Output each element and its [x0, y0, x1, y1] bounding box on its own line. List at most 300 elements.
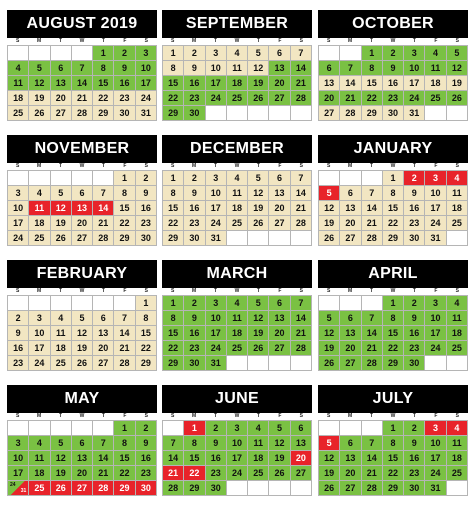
weekday-label: F [278, 413, 282, 419]
day-cell: 12 [319, 201, 340, 216]
day-cell: 31 [206, 231, 227, 246]
day-cell: 22 [114, 216, 135, 231]
day-cell: 26 [319, 356, 340, 371]
day-cell: 7 [362, 436, 383, 451]
empty-day-cell [291, 106, 312, 121]
day-cell: 13 [72, 451, 93, 466]
day-cell: 12 [248, 186, 269, 201]
day-cell: 8 [93, 61, 114, 76]
empty-day-cell [248, 481, 269, 496]
day-cell: 19 [319, 466, 340, 481]
day-cell: 15 [114, 201, 135, 216]
day-cell: 26 [447, 91, 468, 106]
empty-day-cell [29, 171, 50, 186]
day-cell: 23 [184, 216, 205, 231]
day-cell: 15 [163, 201, 184, 216]
day-cell: 6 [340, 311, 361, 326]
day-cell: 28 [93, 231, 114, 246]
day-cell: 22 [383, 216, 404, 231]
month-title: NOVEMBER [7, 135, 157, 163]
empty-day-cell [269, 231, 290, 246]
day-cell: 18 [447, 201, 468, 216]
weekday-label: M [192, 288, 197, 294]
day-cell: 16 [184, 326, 205, 341]
weekday-label: S [455, 288, 459, 294]
day-cell: 30 [136, 231, 157, 246]
day-cell: 28 [291, 341, 312, 356]
day-cell: 7 [114, 311, 135, 326]
day-cell: 8 [163, 61, 184, 76]
month-title: JANUARY [318, 135, 468, 163]
weekday-label: W [234, 288, 240, 294]
day-cell: 2 [184, 171, 205, 186]
day-cell: 17 [425, 326, 446, 341]
month-title: DECEMBER [162, 135, 312, 163]
day-cell: 1 [184, 421, 205, 436]
day-cell: 26 [248, 91, 269, 106]
day-cell: 28 [340, 106, 361, 121]
day-cell: 4 [447, 171, 468, 186]
empty-day-cell [51, 296, 72, 311]
empty-day-cell [51, 171, 72, 186]
day-cell: 25 [227, 216, 248, 231]
day-cell: 1 [163, 46, 184, 61]
day-cell: 25 [425, 91, 446, 106]
weekday-label: S [299, 288, 303, 294]
day-cell: 11 [51, 326, 72, 341]
day-cell: 10 [8, 201, 29, 216]
day-cell: 21 [163, 466, 184, 481]
day-cell: 23 [404, 341, 425, 356]
month-title: JULY [318, 385, 468, 413]
day-cell: 14 [93, 201, 114, 216]
empty-day-cell [93, 171, 114, 186]
day-cell: 12 [447, 61, 468, 76]
weekday-label: S [455, 163, 459, 169]
month-january [318, 135, 468, 246]
day-cell: 30 [404, 231, 425, 246]
day-cell: 29 [163, 356, 184, 371]
day-cell: 8 [136, 311, 157, 326]
day-cell: 16 [404, 451, 425, 466]
empty-day-cell [340, 296, 361, 311]
day-cell: 12 [319, 451, 340, 466]
day-cell: 19 [319, 341, 340, 356]
day-cell: 1 [114, 171, 135, 186]
day-cell: 23 [206, 466, 227, 481]
weekday-label: S [144, 288, 148, 294]
day-cell: 5 [319, 311, 340, 326]
day-cell: 19 [248, 201, 269, 216]
empty-day-cell [447, 231, 468, 246]
weekday-header [318, 413, 468, 420]
day-cell: 24 [425, 341, 446, 356]
day-cell: 16 [404, 326, 425, 341]
weekday-label: W [234, 163, 240, 169]
day-cell: 25 [51, 356, 72, 371]
day-cell: 5 [51, 436, 72, 451]
day-cell: 17 [8, 216, 29, 231]
empty-day-cell [319, 296, 340, 311]
day-cell: 26 [248, 216, 269, 231]
empty-day-cell [248, 231, 269, 246]
weekday-label: T [101, 163, 105, 169]
day-cell: 4 [227, 171, 248, 186]
day-cell: 16 [184, 76, 205, 91]
weekday-label: S [327, 38, 331, 44]
day-cell: 6 [340, 436, 361, 451]
day-cell: 17 [425, 201, 446, 216]
day-cell: 16 [136, 451, 157, 466]
empty-day-cell [72, 171, 93, 186]
day-cell: 23 [404, 466, 425, 481]
day-cell: 29 [383, 356, 404, 371]
day-cell: 28 [291, 91, 312, 106]
weekday-label: M [348, 163, 353, 169]
day-cell: 29 [163, 231, 184, 246]
day-cell: 3 [227, 421, 248, 436]
day-cell: 22 [114, 466, 135, 481]
day-cell: 7 [163, 436, 184, 451]
day-cell: 27 [340, 356, 361, 371]
day-cell: 3 [206, 296, 227, 311]
day-cell: 5 [29, 61, 50, 76]
weekday-label: W [79, 38, 85, 44]
day-cell: 8 [383, 436, 404, 451]
day-cell: 18 [29, 216, 50, 231]
weekday-label: T [101, 288, 105, 294]
weekday-header [318, 38, 468, 45]
day-cell: 24 [425, 466, 446, 481]
day-cell: 20 [72, 466, 93, 481]
day-cell: 23 [404, 216, 425, 231]
day-cell: 22 [163, 216, 184, 231]
day-cell: 18 [447, 326, 468, 341]
day-grid [162, 420, 312, 496]
day-cell: 20 [340, 216, 361, 231]
weekday-label: S [16, 38, 20, 44]
day-cell: 26 [72, 356, 93, 371]
day-cell: 13 [269, 311, 290, 326]
day-cell: 7 [291, 171, 312, 186]
day-cell: 7 [93, 436, 114, 451]
day-cell: 9 [184, 186, 205, 201]
day-cell: 8 [362, 61, 383, 76]
day-cell: 20 [340, 341, 361, 356]
weekday-label: T [256, 38, 260, 44]
day-cell: 25 [8, 106, 29, 121]
day-cell: 27 [269, 91, 290, 106]
day-grid [7, 295, 157, 371]
day-cell: 29 [184, 481, 205, 496]
day-cell: 8 [383, 311, 404, 326]
day-cell: 8 [114, 186, 135, 201]
day-cell: 16 [8, 341, 29, 356]
day-cell: 11 [227, 61, 248, 76]
day-cell: 13 [319, 76, 340, 91]
weekday-label: M [37, 413, 42, 419]
empty-day-cell [319, 171, 340, 186]
day-cell: 22 [383, 466, 404, 481]
empty-day-cell [163, 421, 184, 436]
empty-day-cell [51, 421, 72, 436]
day-cell: 6 [340, 186, 361, 201]
day-cell: 3 [206, 171, 227, 186]
day-cell: 7 [291, 296, 312, 311]
day-cell: 26 [29, 106, 50, 121]
day-cell: 29 [93, 106, 114, 121]
day-cell: 2 [136, 171, 157, 186]
day-cell: 13 [72, 201, 93, 216]
weekday-label: S [455, 38, 459, 44]
day-cell: 28 [362, 231, 383, 246]
day-cell: 26 [269, 466, 290, 481]
day-cell: 26 [319, 231, 340, 246]
weekday-label: T [412, 288, 416, 294]
weekday-label: W [390, 288, 396, 294]
day-cell: 6 [51, 61, 72, 76]
day-cell: 9 [184, 311, 205, 326]
day-cell: 31 [136, 106, 157, 121]
day-cell: 29 [383, 231, 404, 246]
day-cell: 8 [184, 436, 205, 451]
weekday-label: T [214, 38, 218, 44]
day-cell: 27 [269, 341, 290, 356]
day-cell: 4 [425, 46, 446, 61]
day-cell: 17 [29, 341, 50, 356]
empty-day-cell [29, 421, 50, 436]
empty-day-cell [319, 46, 340, 61]
weekday-label: F [278, 288, 282, 294]
day-cell: 27 [51, 106, 72, 121]
weekday-label: T [412, 163, 416, 169]
day-cell: 15 [163, 76, 184, 91]
day-cell: 21 [93, 216, 114, 231]
day-cell: 15 [362, 76, 383, 91]
day-cell: 5 [319, 186, 340, 201]
weekday-label: T [370, 413, 374, 419]
day-cell: 21 [291, 76, 312, 91]
day-grid [318, 420, 468, 496]
day-cell: 15 [136, 326, 157, 341]
empty-day-cell [291, 231, 312, 246]
weekday-label: T [214, 288, 218, 294]
day-cell: 6 [319, 61, 340, 76]
empty-day-cell [227, 481, 248, 496]
empty-day-cell [362, 296, 383, 311]
weekday-header [7, 288, 157, 295]
day-cell: 7 [362, 311, 383, 326]
day-cell: 12 [51, 201, 72, 216]
day-cell: 10 [206, 311, 227, 326]
day-cell: 14 [163, 451, 184, 466]
day-cell: 13 [93, 326, 114, 341]
day-cell: 27 [291, 466, 312, 481]
empty-day-cell [340, 171, 361, 186]
day-cell: 25 [447, 466, 468, 481]
day-cell: 16 [383, 76, 404, 91]
day-cell: 15 [184, 451, 205, 466]
day-cell: 8 [163, 186, 184, 201]
day-cell: 21 [291, 201, 312, 216]
day-cell: 30 [136, 481, 157, 496]
day-cell: 19 [51, 216, 72, 231]
day-cell: 30 [184, 231, 205, 246]
month-title: APRIL [318, 260, 468, 288]
empty-day-cell [72, 421, 93, 436]
day-cell: 5 [248, 296, 269, 311]
day-cell: 28 [362, 481, 383, 496]
day-cell: 23 [136, 216, 157, 231]
day-cell: 5 [248, 46, 269, 61]
month-title: FEBRUARY [7, 260, 157, 288]
empty-day-cell [447, 106, 468, 121]
day-cell: 1 [362, 46, 383, 61]
day-cell: 9 [114, 61, 135, 76]
day-cell: 21 [291, 326, 312, 341]
day-cell: 14 [362, 201, 383, 216]
day-cell: 29 [114, 231, 135, 246]
empty-day-cell [248, 356, 269, 371]
weekday-label: M [348, 413, 353, 419]
empty-day-cell [8, 296, 29, 311]
day-cell: 14 [93, 451, 114, 466]
day-cell: 2 [206, 421, 227, 436]
month-june [162, 385, 312, 496]
weekday-label: W [79, 163, 85, 169]
weekday-label: S [171, 38, 175, 44]
weekday-label: F [434, 163, 438, 169]
day-cell: 12 [269, 436, 290, 451]
empty-day-cell [425, 356, 446, 371]
day-cell: 27 [72, 231, 93, 246]
day-cell: 26 [319, 481, 340, 496]
day-cell: 25 [227, 341, 248, 356]
weekday-label: S [455, 413, 459, 419]
day-cell: 20 [51, 91, 72, 106]
day-cell: 4 [227, 296, 248, 311]
weekday-header [162, 38, 312, 45]
day-cell: 5 [447, 46, 468, 61]
day-grid [7, 420, 157, 496]
day-cell: 12 [29, 76, 50, 91]
weekday-label: T [256, 413, 260, 419]
day-cell: 17 [136, 76, 157, 91]
day-cell: 14 [291, 186, 312, 201]
day-cell: 30 [184, 106, 205, 121]
day-cell: 21 [340, 91, 361, 106]
day-grid [162, 170, 312, 246]
day-cell: 4 [51, 311, 72, 326]
day-grid [318, 295, 468, 371]
weekday-label: F [434, 413, 438, 419]
weekday-label: S [144, 38, 148, 44]
day-number: 31 [20, 488, 27, 494]
day-cell: 22 [163, 341, 184, 356]
empty-day-cell [340, 421, 361, 436]
month-december [162, 135, 312, 246]
day-cell: 24 [227, 466, 248, 481]
empty-day-cell [269, 356, 290, 371]
day-cell: 23 [114, 91, 135, 106]
day-cell: 6 [72, 436, 93, 451]
month-february [7, 260, 157, 371]
month-title: MARCH [162, 260, 312, 288]
day-cell: 24 [206, 216, 227, 231]
day-cell: 19 [248, 326, 269, 341]
weekday-label: T [412, 413, 416, 419]
day-cell: 26 [248, 341, 269, 356]
empty-day-cell [227, 106, 248, 121]
day-cell: 3 [425, 171, 446, 186]
empty-day-cell [206, 106, 227, 121]
day-cell: 4 [29, 436, 50, 451]
empty-day-cell [248, 106, 269, 121]
day-cell: 10 [29, 326, 50, 341]
weekday-label: T [59, 413, 63, 419]
day-cell: 24 [206, 341, 227, 356]
day-cell: 24 [206, 91, 227, 106]
day-cell: 7 [72, 61, 93, 76]
day-cell: 11 [29, 451, 50, 466]
day-cell: 27 [72, 481, 93, 496]
empty-day-cell [29, 46, 50, 61]
day-cell: 17 [8, 466, 29, 481]
month-title: MAY [7, 385, 157, 413]
day-cell: 21 [362, 341, 383, 356]
day-cell: 13 [269, 61, 290, 76]
weekday-label: F [123, 413, 127, 419]
day-cell: 31 [206, 356, 227, 371]
day-cell: 15 [163, 326, 184, 341]
day-cell: 18 [227, 76, 248, 91]
weekday-label: T [256, 163, 260, 169]
weekday-label: S [144, 413, 148, 419]
day-cell: 27 [269, 216, 290, 231]
day-cell: 11 [8, 76, 29, 91]
day-cell: 23 [184, 341, 205, 356]
day-cell: 12 [51, 451, 72, 466]
day-cell: 27 [319, 106, 340, 121]
day-cell: 13 [291, 436, 312, 451]
day-cell: 5 [72, 311, 93, 326]
day-cell: 22 [362, 91, 383, 106]
weekday-label: T [256, 288, 260, 294]
empty-day-cell [72, 296, 93, 311]
day-cell: 5 [319, 436, 340, 451]
day-cell: 27 [340, 231, 361, 246]
day-cell: 20 [291, 451, 312, 466]
day-cell: 16 [206, 451, 227, 466]
day-cell: 17 [404, 76, 425, 91]
day-cell: 3 [8, 186, 29, 201]
day-cell: 21 [362, 466, 383, 481]
day-cell: 10 [425, 311, 446, 326]
day-cell: 2 [184, 296, 205, 311]
day-cell: 29 [383, 481, 404, 496]
day-cell: 22 [184, 466, 205, 481]
day-cell: 3 [425, 421, 446, 436]
day-cell: 20 [269, 201, 290, 216]
month-march [162, 260, 312, 371]
day-cell: 14 [340, 76, 361, 91]
empty-day-cell [227, 356, 248, 371]
day-cell: 16 [404, 201, 425, 216]
day-cell: 18 [227, 326, 248, 341]
day-cell: 26 [51, 481, 72, 496]
day-cell: 1 [383, 296, 404, 311]
day-cell: 21 [72, 91, 93, 106]
